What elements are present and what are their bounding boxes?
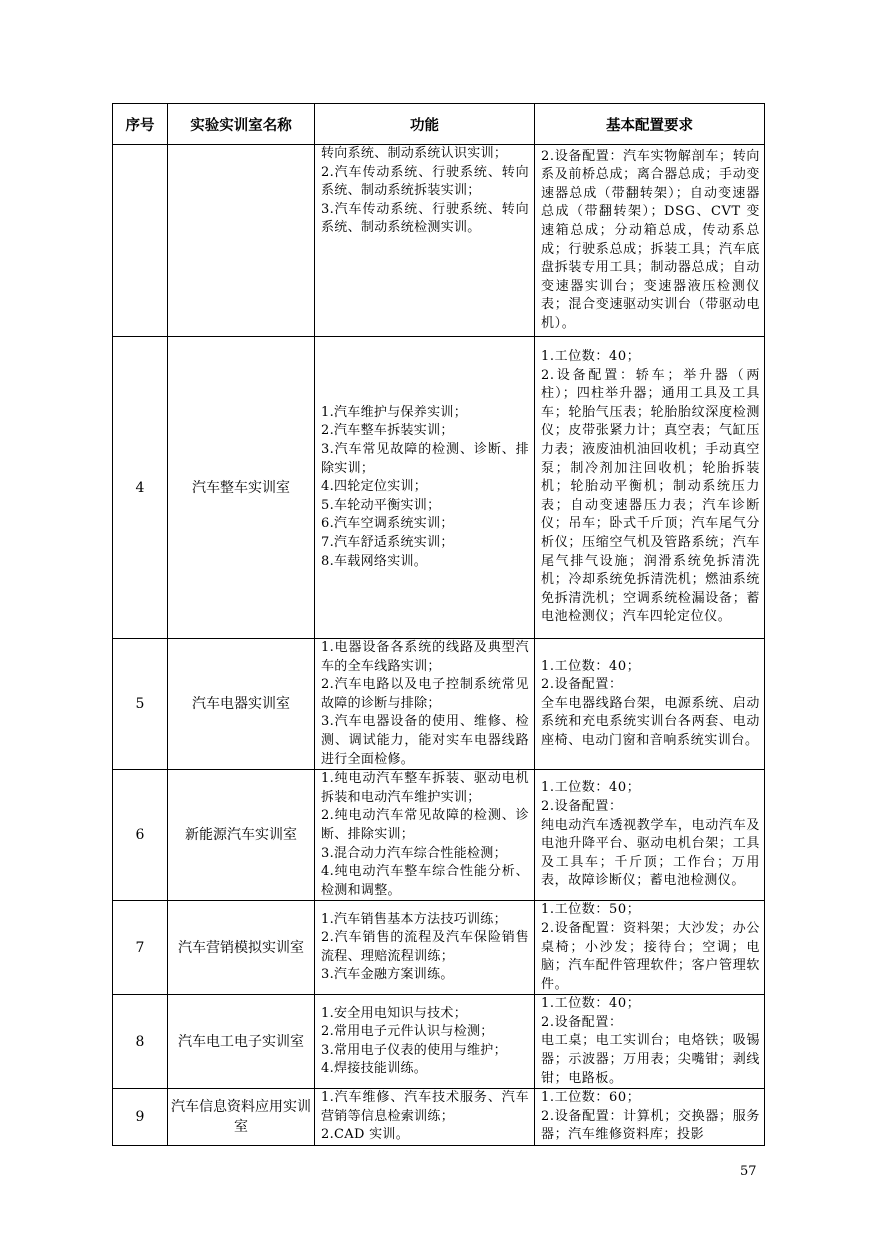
row-no: 6 [113, 770, 168, 901]
row-no [113, 145, 168, 337]
row-no: 4 [113, 337, 168, 639]
row-name [168, 145, 315, 337]
table-row [113, 337, 765, 639]
row-function: 1.汽车销售基本方法技巧训练； 2.汽车销售的流程及汽车保险销售流程、理赔流程训练； 3.汽车金融方案训练。 [321, 911, 529, 983]
row-config: 1.工位数：40； 2.设备配置：轿车；举升器（两柱）；四柱举升器；通用工具及工具车；轮胎气压表；轮胎胎纹深度检测仪；皮带张紧力计；真空表；气缸压力表；液废油机油回收机；手动真空泵；制冷剂加注回收机；轮胎拆装机；轮胎动平衡机；制动系统压力表；自动变速器压力表；汽车诊断仪；吊车；卧式千斤顶；汽车尾气分析仪；压缩空气机及管路系统；汽车尾气排气设施；润滑系统免拆清洗机；冷却系统免拆清洗机；燃油系统免拆清洗机；空调系统检漏设备；蓄电池检测仪；汽车四轮定位仪。 [541, 349, 760, 625]
row-name: 汽车整车实训室 [168, 337, 315, 639]
table-row [113, 1089, 765, 1146]
row-name: 汽车信息资料应用实训室 [168, 1089, 315, 1146]
table-row [113, 995, 765, 1089]
row-config: 1.工位数：50； 2.设备配置：资料架；大沙发；办公桌椅；小沙发；接待台；空调；电脑；汽车配件管理软件；客户管理软件。 [541, 902, 760, 992]
header-row [113, 104, 765, 145]
table-row [113, 901, 765, 995]
header-name: 实验实训室名称 [168, 104, 315, 145]
row-name: 汽车电器实训室 [168, 639, 315, 770]
row-config: 1.工位数：40； 2.设备配置： 纯电动汽车透视教学车，电动汽车及电池升降平台、驱动电机台架；工具及工具车；千斤顶；工作台；万用表，故障诊断仪；蓄电池检测仪。 [541, 780, 760, 889]
page-number: 57 [740, 1164, 757, 1179]
row-no: 7 [113, 901, 168, 995]
row-config: 2.设备配置：汽车实物解剖车；转向系及前桥总成；离合器总成；手动变速器总成（带翻转架）；自动变速器总成（带翻转架）；DSG、CVT 变速箱总成；分动箱总成，传动系总成；行驶系总成；拆装工具；汽车底盘拆装专用工具；制动器总成；自动变速器实训台；变速器液压检测仪表；混合变速驱动实训台（带驱动电机）。 [541, 148, 760, 331]
header-function: 功能 [315, 104, 535, 145]
row-no: 8 [113, 995, 168, 1089]
row-name: 新能源汽车实训室 [168, 770, 315, 901]
row-config: 1.工位数：40； 2.设备配置： 全车电器线路台架，电源系统、启动系统和充电系统实训台各两套、电动座椅、电动门窗和音响系统实训台。 [541, 658, 760, 748]
row-config: 1.工位数：60； 2.设备配置：计算机；交换器；服务器；汽车维修资料库；投影 [541, 1090, 760, 1143]
row-name: 汽车电工电子实训室 [168, 995, 315, 1089]
row-config: 1.工位数：40； 2.设备配置： 电工桌；电工实训台；电烙铁；吸锡器；示波器；万用表；尖嘴钳；剥线钳；电路板。 [541, 996, 760, 1086]
header-config: 基本配置要求 [535, 104, 765, 145]
row-no: 9 [113, 1089, 168, 1146]
row-function: 1.安全用电知识与技术； 2.常用电子元件认识与检测； 3.常用电子仪表的使用与维护； 4.焊接技能训练。 [321, 1005, 507, 1077]
row-function: 1.汽车维修、汽车技术服务、汽车营销等信息检索训练； 2.CAD 实训。 [321, 1090, 529, 1143]
table-row [113, 770, 765, 901]
config-table [112, 103, 765, 1146]
row-function: 转向系统、制动系统认识实训； 2.汽车传动系统、行驶系统、转向系统、制动系统拆装实训； 3.汽车传动系统、行驶系统、转向系统、制动系统检测实训。 [321, 146, 529, 236]
row-function: 1.电器设备各系统的线路及典型汽车的全车线路实训； 2.汽车电路以及电子控制系统常见故障的诊断与排除； 3.汽车电器设备的使用、维修、检测、调试能力，能对实车电器线路进行全面检修。 [321, 640, 529, 767]
row-function: 1.汽车维护与保养实训； 2.汽车整车拆装实训； 3.汽车常见故障的检测、诊断、排除实训； 4.四轮定位实训； 5.车轮动平衡实训； 6.汽车空调系统实训； 7.汽车舒适系统实训； 8.车载网络实训。 [321, 404, 529, 569]
table-row [113, 145, 765, 337]
row-no: 5 [113, 639, 168, 770]
header-no: 序号 [113, 104, 168, 145]
table-row [113, 639, 765, 770]
row-name: 汽车营销模拟实训室 [168, 901, 315, 995]
row-function: 1.纯电动汽车整车拆装、驱动电机拆装和电动汽车维护实训； 2.纯电动汽车常见故障的检测、诊断、排除实训； 3.混合动力汽车综合性能检测； 4.纯电动汽车整车综合性能分析、检测和调整。 [321, 771, 529, 898]
